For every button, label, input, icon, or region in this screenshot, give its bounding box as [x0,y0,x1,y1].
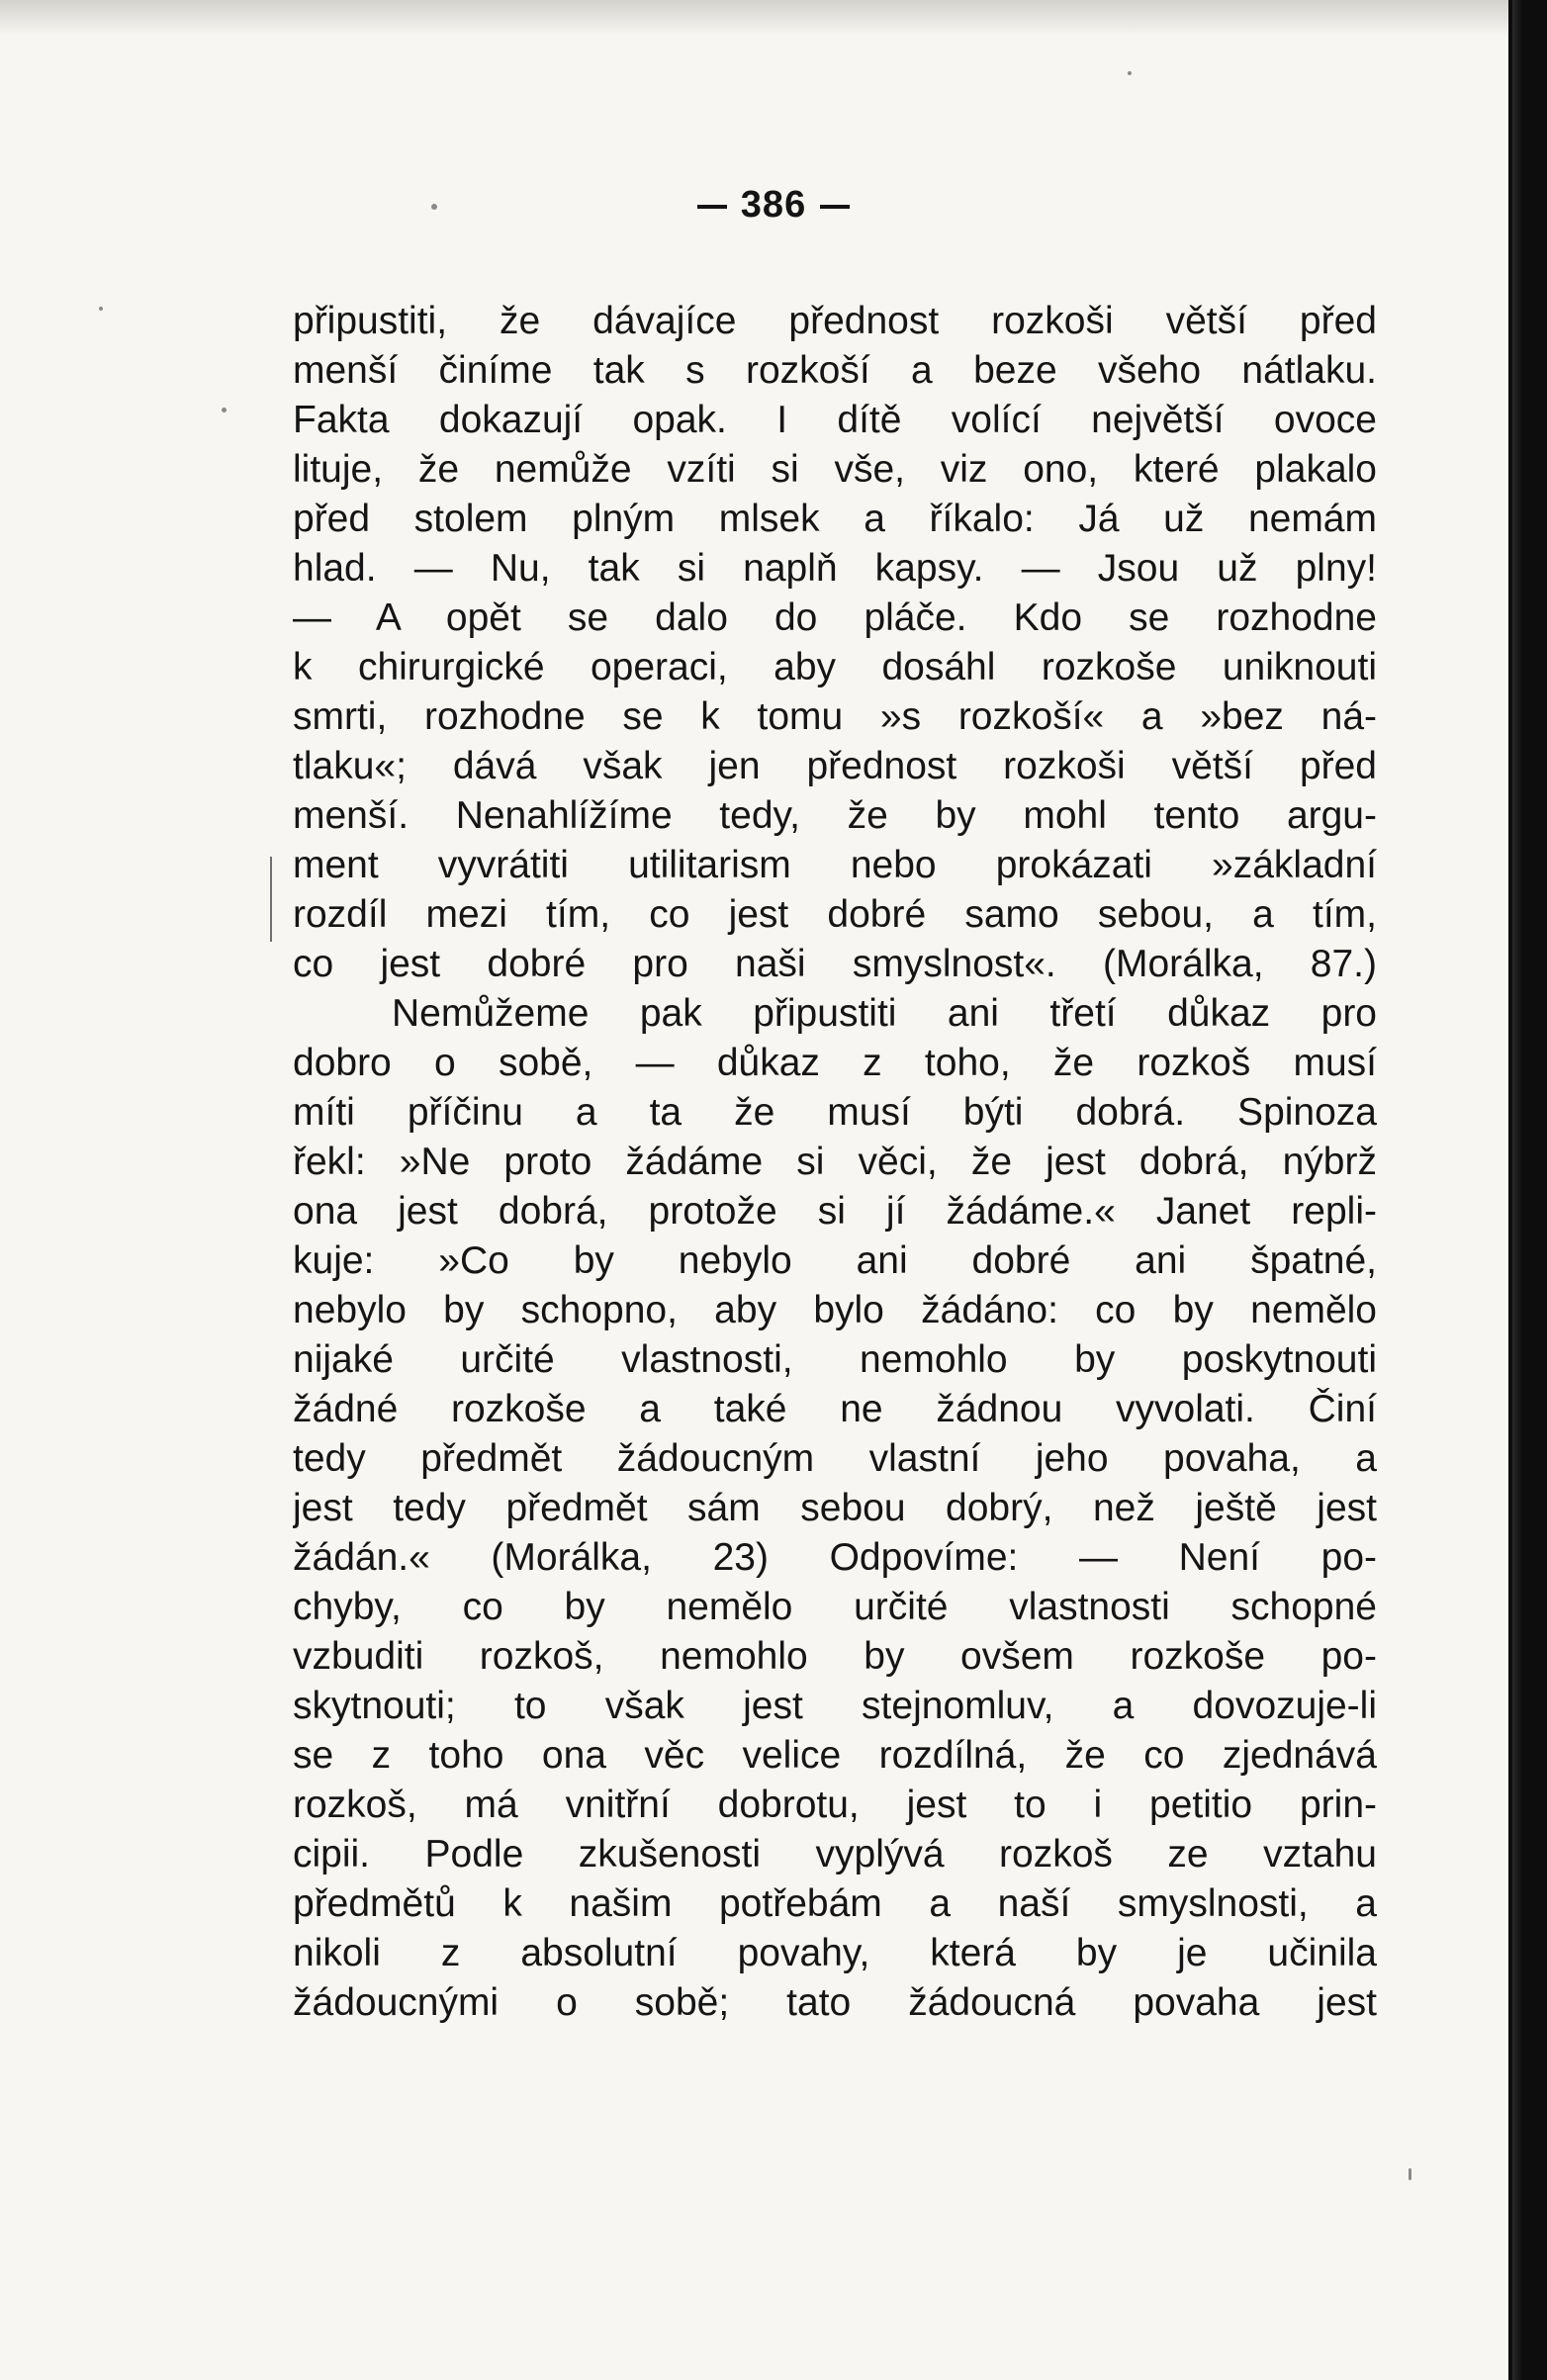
text-line: žádné rozkoše a také ne žádnou vyvolati. Činí [293,1388,1377,1430]
paper-speck [1409,2168,1411,2180]
text-line: míti příčinu a ta že musí býti dobrá. Spinoza [293,1091,1377,1134]
text-line: co jest dobré pro naši smyslnost«. (Morálka, 87.) [293,943,1377,985]
text-line: ona jest dobrá, protože si jí žádáme.« Janet repli- [293,1190,1377,1233]
text-line: předmětů k našim potřebám a naší smyslnosti, a [293,1882,1377,1925]
text-line: tedy předmět žádoucným vlastní jeho povaha, a [293,1437,1377,1480]
text-line: jest tedy předmět sám sebou dobrý, než ještě jest [293,1487,1377,1529]
text-line: skytnouti; to však jest stejnomluv, a dovozuje-li [293,1685,1377,1727]
text-line: menší činíme tak s rozkoší a beze všeho nátlaku. [293,349,1377,392]
page-top-shadow [0,0,1508,36]
text-line: menší. Nenahlížíme tedy, že by mohl tento argu- [293,794,1377,837]
text-line: cipii. Podle zkušenosti vyplývá rozkoš ze vztahu [293,1833,1377,1876]
dash-right [820,205,850,209]
paper-speck [99,307,103,311]
dash-left [697,205,727,209]
scanner-border [1508,0,1547,2380]
text-line: se z toho ona věc velice rozdílná, že co zjednává [293,1734,1377,1777]
text-line: před stolem plným mlsek a říkalo: Já už nemám [293,498,1377,540]
text-line: rozkoš, má vnitřní dobrotu, jest to i petitio prin- [293,1784,1377,1826]
text-line: Fakta dokazují opak. I dítě volící největší ovoce [293,399,1377,441]
text-line: nebylo by schopno, aby bylo žádáno: co by nemělo [293,1289,1377,1331]
page-number [0,184,1547,227]
gutter-mark [270,857,272,942]
text-line: hlad. — Nu, tak si naplň kapsy. — Jsou už plny! [293,547,1377,590]
text-line: vzbuditi rozkoš, nemohlo by ovšem rozkoše po- [293,1635,1377,1678]
text-line: nikoli z absolutní povahy, která by je učinila [293,1932,1377,1974]
text-line: rozdíl mezi tím, co jest dobré samo sebou, a tím, [293,893,1377,936]
paragraph-first-line: Nemůžeme pak připustiti ani třetí důkaz pro [392,992,1377,1035]
page-number-value: 386 [740,184,807,226]
text-line: tlaku«; dává však jen přednost rozkoši větší před [293,745,1377,787]
text-line: — A opět se dalo do pláče. Kdo se rozhodne [293,596,1377,639]
body-text [293,297,1377,2028]
text-line: žádoucnými o sobě; tato žádoucná povaha jest [293,1981,1377,2024]
text-line: dobro o sobě, — důkaz z toho, že rozkoš musí [293,1042,1377,1084]
paper-speck [222,408,227,412]
text-line: ment vyvrátiti utilitarism nebo prokázati »základní [293,844,1377,886]
text-line: lituje, že nemůže vzíti si vše, viz ono, které plakalo [293,448,1377,491]
text-line: nijaké určité vlastnosti, nemohlo by poskytnouti [293,1338,1377,1381]
text-line: chyby, co by nemělo určité vlastnosti schopné [293,1586,1377,1628]
text-line: kuje: »Co by nebylo ani dobré ani špatné, [293,1239,1377,1282]
text-line: řekl: »Ne proto žádáme si věci, že jest dobrá, nýbrž [293,1141,1377,1183]
paper-speck [1128,71,1132,75]
text-line: smrti, rozhodne se k tomu »s rozkoší« a »bez ná- [293,695,1377,738]
text-line: k chirurgické operaci, aby dosáhl rozkoše uniknouti [293,646,1377,688]
text-line: připustiti, že dávajíce přednost rozkoši větší před [293,300,1377,342]
text-line: žádán.« (Morálka, 23) Odpovíme: — Není po- [293,1536,1377,1579]
